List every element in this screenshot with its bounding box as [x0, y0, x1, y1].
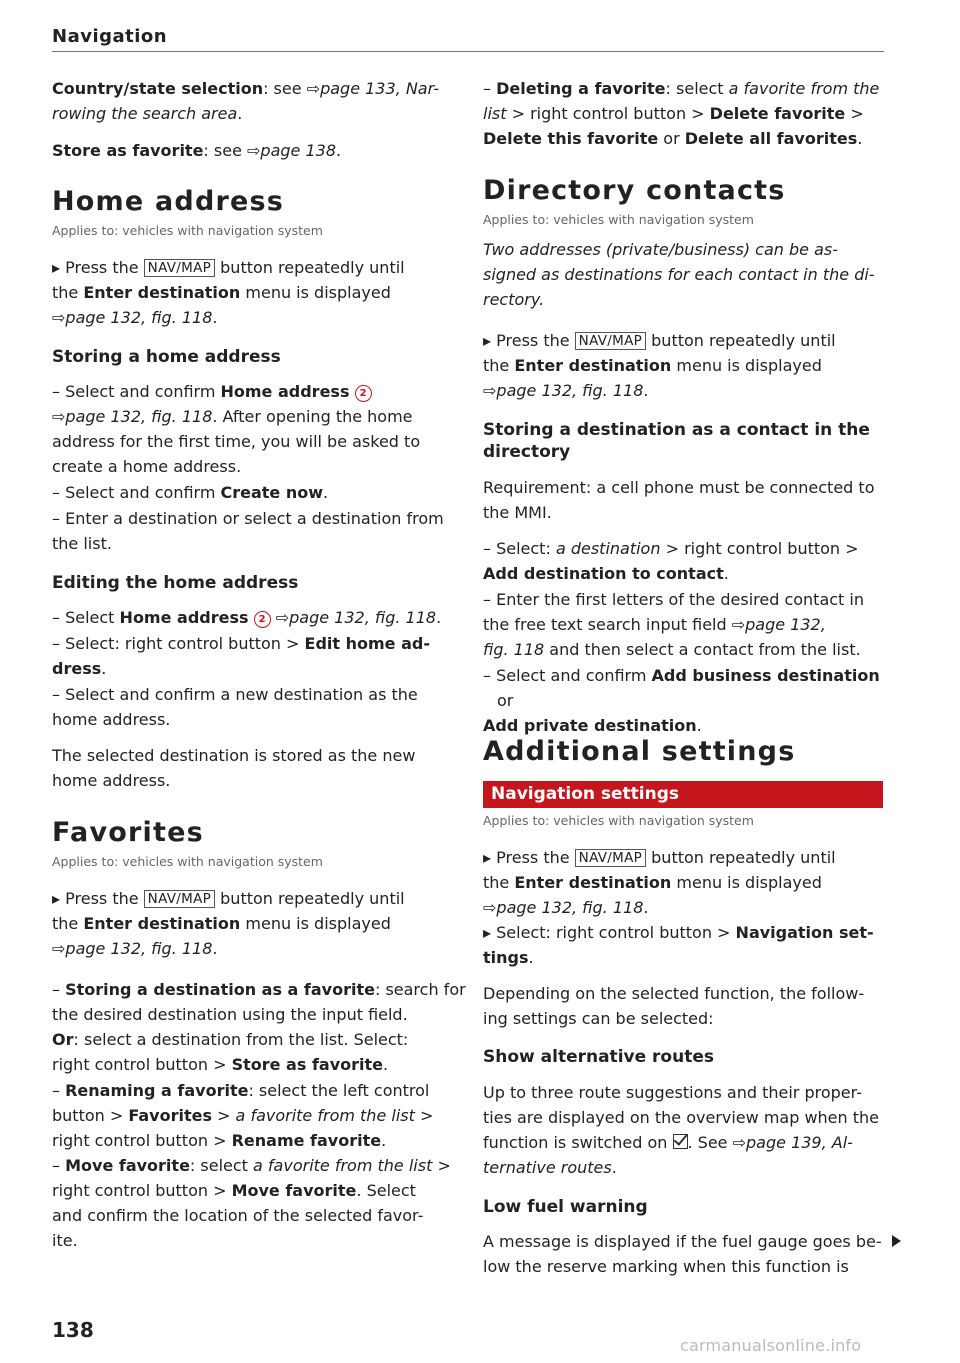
- page-number: 138: [52, 1318, 94, 1342]
- favorites-step: ▸ Press the NAV/MAP button repeatedly until the Enter destination menu is displayed ⇨page 132, fig. 118.: [52, 889, 405, 958]
- heading-home-address: Home address: [52, 186, 285, 217]
- ref-arrow-icon: ⇨: [732, 1133, 747, 1152]
- requirement: Requirement: a cell phone must be connected to the MMI.: [483, 478, 875, 522]
- directory-intro: Two addresses (private/business) can be as- signed as destinations for each contact in the di- rectory.: [483, 240, 875, 309]
- link-page-132[interactable]: page 132, fig. 118: [496, 898, 644, 917]
- editing-result: The selected destination is stored as the new home address.: [52, 746, 416, 790]
- heading-editing-home: Editing the home address: [52, 573, 299, 593]
- step-arrow-icon: ▸: [483, 923, 497, 942]
- link-page-133-cont[interactable]: rowing the search area: [52, 104, 238, 123]
- applies-note: Applies to: vehicles with navigation system: [483, 813, 754, 828]
- nav-map-key: NAV/MAP: [575, 849, 646, 867]
- applies-note: Applies to: vehicles with navigation system: [483, 212, 754, 227]
- heading-favorites: Favorites: [52, 817, 204, 848]
- link-page-132[interactable]: page 132, fig. 118: [65, 407, 213, 426]
- depending-text: Depending on the selected function, the follow- ing settings can be selected:: [483, 984, 865, 1028]
- navsettings-step-2: ▸ Select: right control button > Navigation set- tings.: [483, 923, 874, 967]
- country-state-selection: Country/state selection: see ⇨page 133, Nar- rowing the search area.: [52, 79, 440, 123]
- storing-item-2: – Select and confirm Create now.: [52, 483, 329, 502]
- navsettings-step-1: ▸ Press the NAV/MAP button repeatedly until the Enter destination menu is displayed ⇨page 132, fig. 118.: [483, 848, 836, 917]
- heading-directory-contacts: Directory contacts: [483, 175, 786, 206]
- section-bar-navigation-settings: Navigation settings: [483, 781, 883, 808]
- contact-item-2: – Enter the first letters of the desired contact in the free text search input field ⇨page 132, fig. 118 and then select a contact from the list.: [483, 590, 864, 659]
- heading-storing-contact: Storing a destination as a contact in the directory: [483, 420, 870, 462]
- header-title: Navigation: [52, 26, 168, 47]
- store-as-favorite-ref: Store as favorite: see ⇨page 138.: [52, 141, 342, 160]
- favorites-item-rename: – Renaming a favorite: select the left control button > Favorites > a favorite from the list > right control button > Rename favorite.: [52, 1081, 434, 1150]
- ref-arrow-icon: ⇨: [275, 608, 290, 627]
- contact-item-1: – Select: a destination > right control button > Add destination to contact.: [483, 539, 859, 583]
- favorites-item-delete: – Deleting a favorite: select a favorite from the list > right control button > Delete favorite > Delete this favorite or Delete all favorites.: [483, 79, 880, 148]
- ref-arrow-icon: ⇨: [247, 141, 261, 160]
- favorites-item-store: – Storing a destination as a favorite: search for the desired destination using the input field. Or: select a destination from the list. Select: right control button > Store as favorite.: [52, 980, 466, 1074]
- link-page-132[interactable]: page 132, fig. 118: [289, 608, 437, 627]
- step-arrow-icon: ▸: [52, 258, 66, 277]
- heading-alternative-routes: Show alternative routes: [483, 1047, 714, 1067]
- link-page-132[interactable]: page 132, fig. 118: [65, 308, 213, 327]
- ref-arrow-icon: ⇨: [52, 308, 66, 327]
- link-page-138[interactable]: page 138: [260, 141, 337, 160]
- step-arrow-icon: ▸: [483, 331, 497, 350]
- step-arrow-icon: ▸: [52, 889, 66, 908]
- heading-low-fuel: Low fuel warning: [483, 1197, 648, 1217]
- contact-item-3: – Select and confirm Add business destination or Add private destination.: [483, 666, 880, 735]
- storing-item-3: – Enter a destination or select a destination from the list.: [52, 509, 444, 553]
- editing-item-3: – Select and confirm a new destination as the home address.: [52, 685, 418, 729]
- ref-arrow-icon: ⇨: [483, 898, 497, 917]
- link-page-132[interactable]: page 132, fig. 118: [496, 381, 644, 400]
- header-rule: [52, 51, 884, 52]
- storing-item-1: – Select and confirm Home address 2 ⇨page 132, fig. 118. After opening the home address for the first time, you will be asked to create a home address.: [52, 382, 421, 476]
- applies-note: Applies to: vehicles with navigation system: [52, 223, 323, 238]
- checkbox-checked-icon: [673, 1134, 688, 1149]
- low-fuel-text: A message is displayed if the fuel gauge goes be- low the reserve marking when this function is: [483, 1232, 882, 1276]
- heading-additional-settings: Additional settings: [483, 736, 796, 767]
- heading-storing-home: Storing a home address: [52, 347, 281, 367]
- watermark: carmanualsonline.info: [680, 1336, 862, 1355]
- ref-arrow-icon: ⇨: [483, 381, 497, 400]
- callout-2-icon: 2: [355, 385, 372, 402]
- ref-arrow-icon: ⇨: [306, 79, 321, 98]
- ref-arrow-icon: ⇨: [52, 407, 66, 426]
- ref-arrow-icon: ⇨: [52, 939, 66, 958]
- ref-arrow-icon: ⇨: [731, 615, 746, 634]
- nav-map-key: NAV/MAP: [575, 332, 646, 350]
- favorites-item-move: – Move favorite: select a favorite from the list > right control button > Move favorite. Select and confirm the location of the selected favor- ite.: [52, 1156, 451, 1250]
- continue-arrow-icon: [892, 1235, 901, 1247]
- home-step: ▸ Press the NAV/MAP button repeatedly until the Enter destination menu is displayed ⇨page 132, fig. 118.: [52, 258, 405, 327]
- directory-step: ▸ Press the NAV/MAP button repeatedly until the Enter destination menu is displayed ⇨page 132, fig. 118.: [483, 331, 836, 400]
- link-page-132[interactable]: page 132,: [745, 615, 826, 634]
- applies-note: Applies to: vehicles with navigation system: [52, 854, 323, 869]
- editing-item-2: – Select: right control button > Edit home ad- dress.: [52, 634, 430, 678]
- editing-item-1: – Select Home address 2 ⇨page 132, fig. 118.: [52, 608, 442, 627]
- nav-map-key: NAV/MAP: [144, 259, 215, 277]
- nav-map-key: NAV/MAP: [144, 890, 215, 908]
- callout-2-icon: 2: [254, 611, 271, 628]
- alternative-routes-text: Up to three route suggestions and their proper- ties are displayed on the overview map when the function is switched on . See ⇨page 139, Al- ternative routes.: [483, 1083, 879, 1177]
- link-page-139[interactable]: page 139, Al-: [746, 1133, 853, 1152]
- link-page-132[interactable]: page 132, fig. 118: [65, 939, 213, 958]
- link-alternative-routes[interactable]: ternative routes: [483, 1158, 612, 1177]
- link-page-133[interactable]: page 133, Nar-: [320, 79, 440, 98]
- step-arrow-icon: ▸: [483, 848, 497, 867]
- link-fig-118[interactable]: fig. 118: [483, 640, 545, 659]
